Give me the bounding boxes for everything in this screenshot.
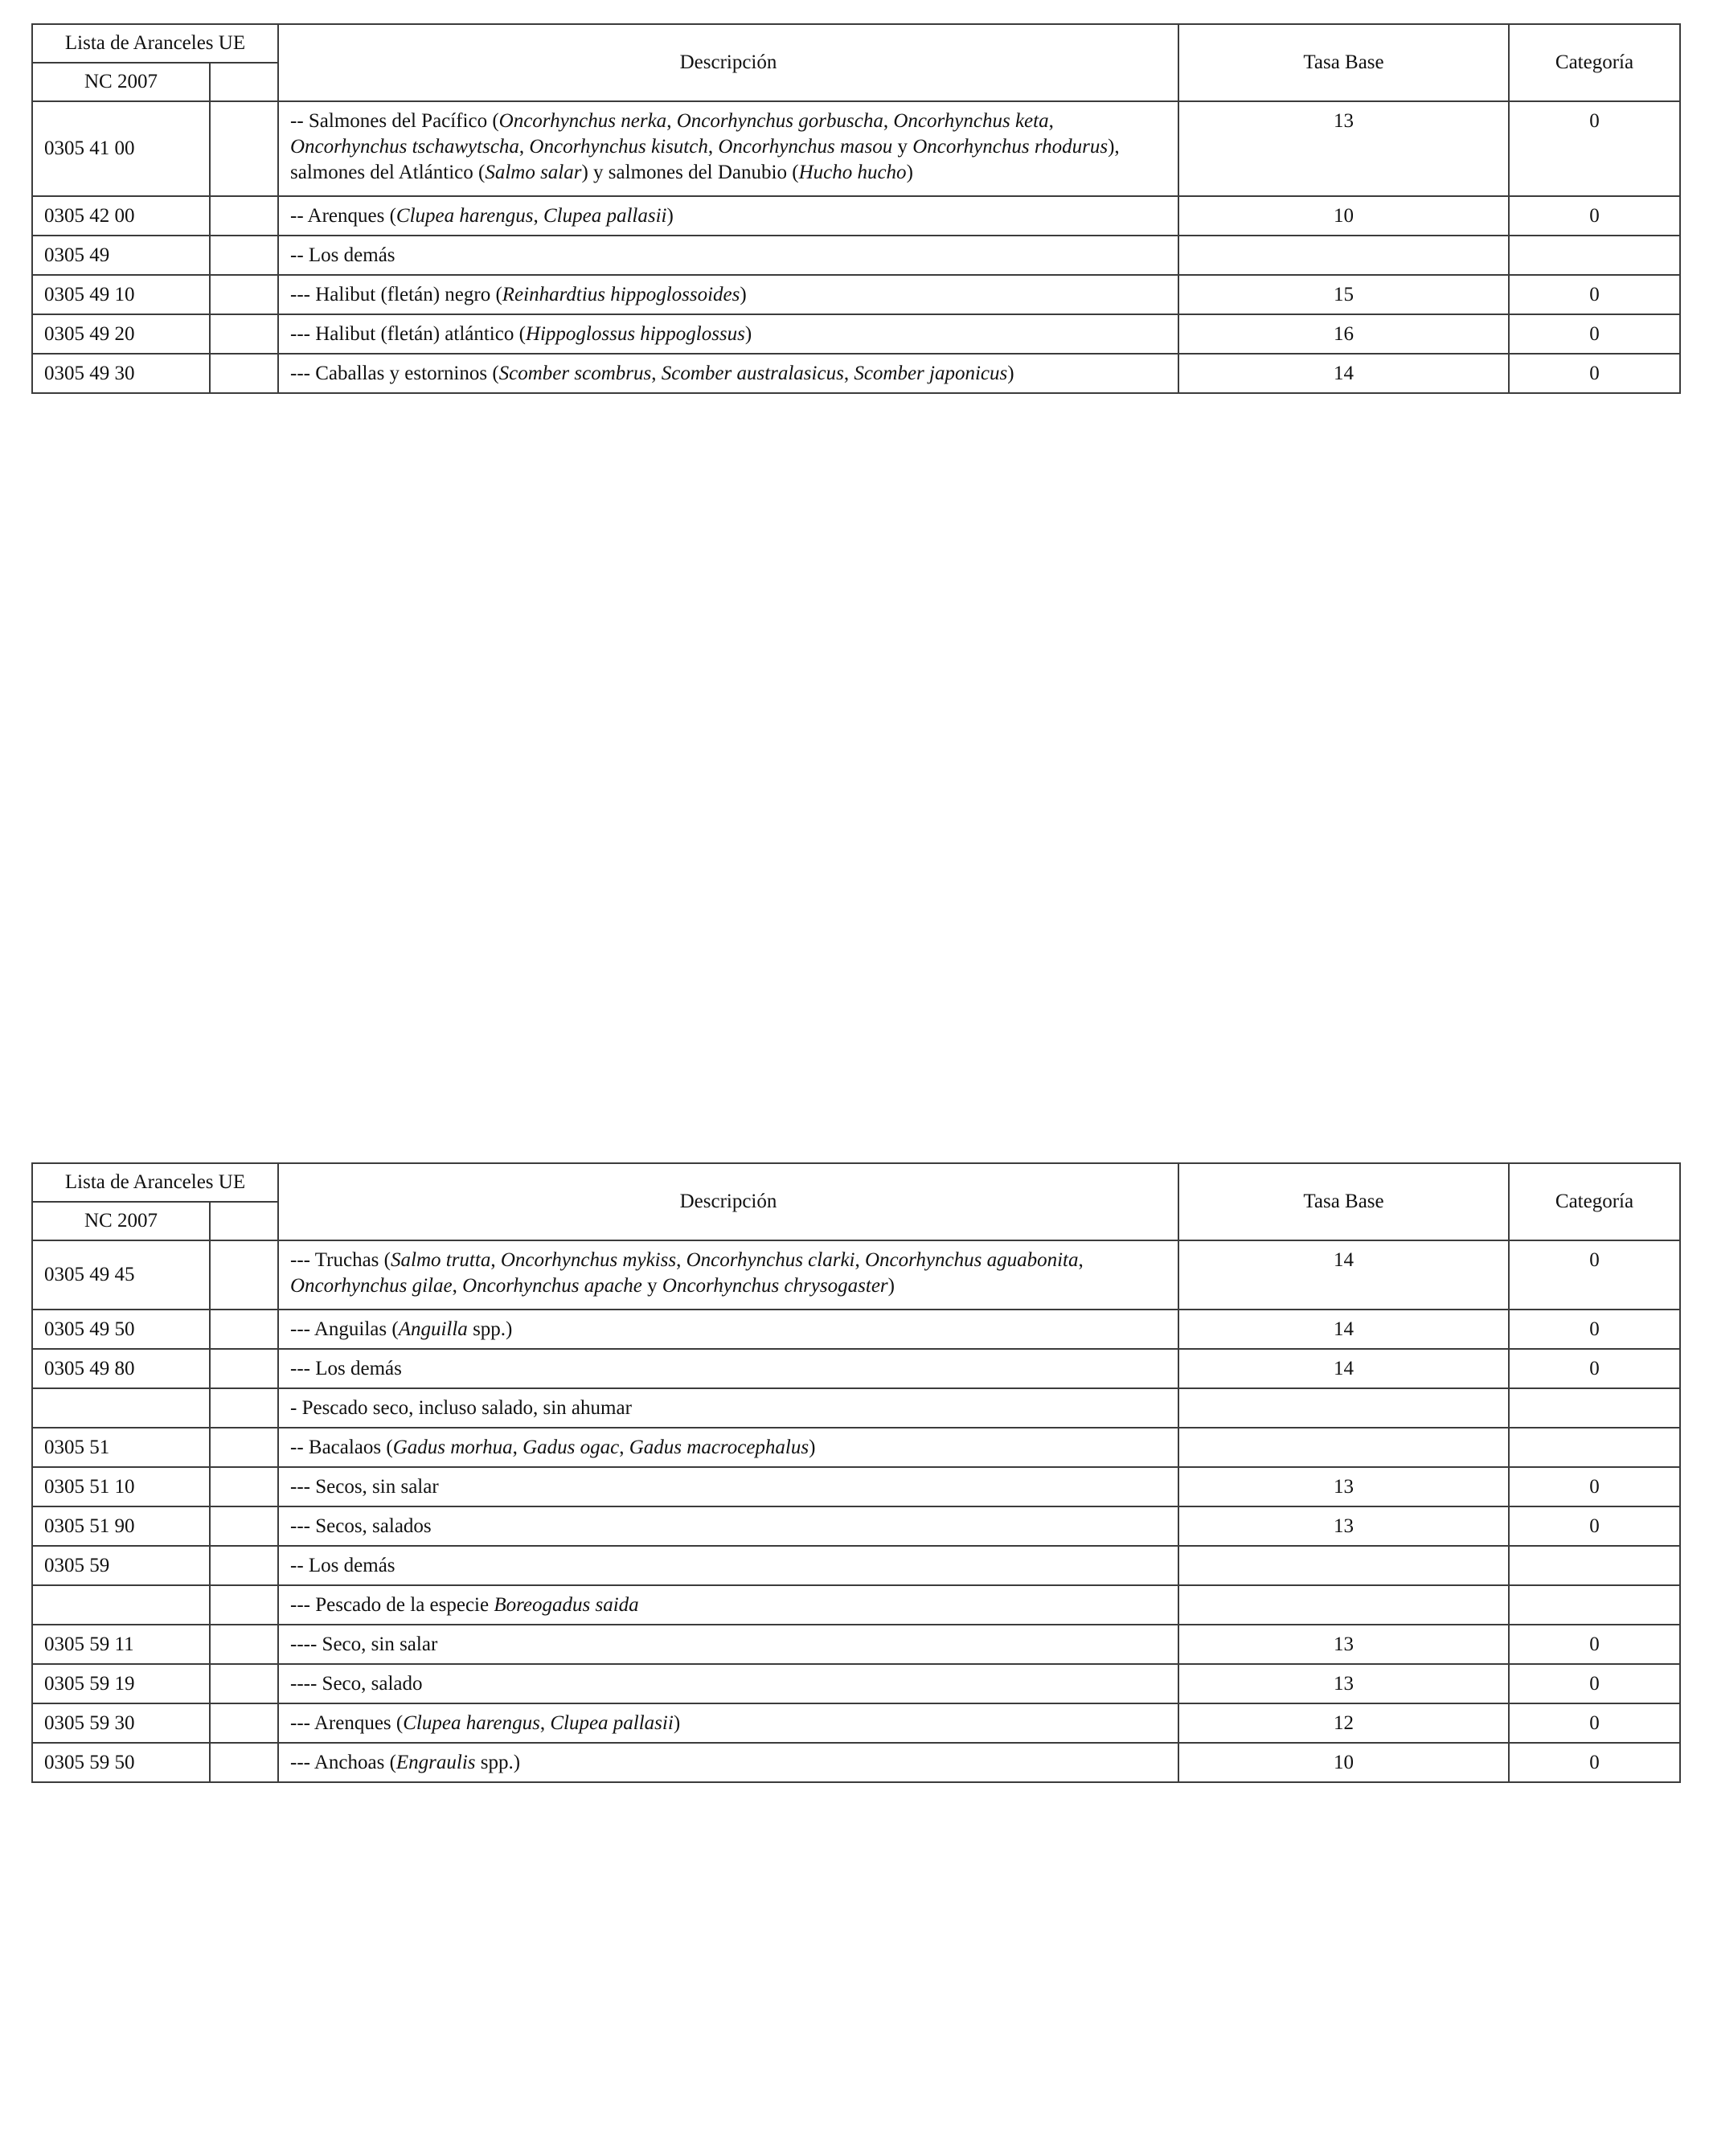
header-row: [32, 24, 1680, 63]
empty-cell: [210, 1625, 278, 1664]
tariff-code-cell: 0305 49 80: [32, 1349, 210, 1388]
description-text: --- Anguilas (: [290, 1318, 399, 1340]
header-tasa-base: Tasa Base: [1178, 1163, 1509, 1240]
description-cell: [278, 1467, 1178, 1506]
description-text: ---- Seco, sin salar: [290, 1633, 438, 1655]
tasa-base-cell: 15: [1178, 275, 1509, 314]
categoria-cell: 0: [1509, 196, 1680, 236]
tasa-base-cell: [1178, 1546, 1509, 1585]
description-text: -- Salmones del Pacífico (: [290, 110, 499, 132]
description-cell: [278, 1743, 1178, 1782]
table-row: [32, 101, 1680, 196]
table-row: [32, 275, 1680, 314]
empty-cell: [210, 275, 278, 314]
description-text: --- Pescado de la especie: [290, 1593, 494, 1616]
header-categoria: Categoría: [1509, 24, 1680, 101]
description-text: ): [740, 283, 747, 305]
table-row: [32, 1506, 1680, 1546]
tasa-base-cell: [1178, 1388, 1509, 1428]
categoria-cell: 0: [1509, 275, 1680, 314]
table-row: [32, 1743, 1680, 1782]
species-name: Oncorhynchus kisutch: [529, 136, 708, 158]
description-text: spp.): [475, 1751, 521, 1773]
table-row: [32, 196, 1680, 236]
table-row: [32, 1310, 1680, 1349]
tasa-base-cell: 14: [1178, 1310, 1509, 1349]
table-row: [32, 1585, 1680, 1625]
header-empty-cell: [210, 1202, 278, 1240]
table-2-body: [32, 1163, 1680, 1782]
header-descripcion: Descripción: [278, 1163, 1178, 1240]
species-name: Gadus macrocephalus: [629, 1436, 809, 1458]
description-text: -- Arenques (: [290, 204, 396, 227]
description-text: ,: [533, 204, 543, 227]
description-cell: [278, 1506, 1178, 1546]
empty-cell: [210, 1467, 278, 1506]
categoria-cell: 0: [1509, 1310, 1680, 1349]
tariff-table-2: [31, 1162, 1681, 1783]
description-cell: [278, 1240, 1178, 1310]
description-text: --- Truchas (: [290, 1249, 391, 1271]
species-name: Engraulis: [395, 1751, 476, 1773]
tariff-code-cell: 0305 49: [32, 236, 210, 275]
categoria-cell: 0: [1509, 354, 1680, 393]
categoria-cell: 0: [1509, 101, 1680, 196]
table-row: [32, 1546, 1680, 1585]
table-row: [32, 1703, 1680, 1743]
header-nc-2007: NC 2007: [32, 1202, 210, 1240]
species-name: Oncorhynchus aguabonita: [865, 1249, 1079, 1271]
species-name: Oncorhynchus masou: [718, 136, 893, 158]
description-cell: [278, 275, 1178, 314]
tasa-base-cell: 14: [1178, 1349, 1509, 1388]
description-text: ): [887, 1275, 895, 1297]
categoria-cell: [1509, 236, 1680, 275]
categoria-cell: [1509, 1585, 1680, 1625]
table-row: [32, 314, 1680, 354]
description-cell: [278, 1428, 1178, 1467]
description-text: --- Halibut (fletán) atlántico (: [290, 322, 526, 345]
categoria-cell: [1509, 1428, 1680, 1467]
description-text: ,: [666, 110, 677, 132]
table-row: [32, 1664, 1680, 1703]
empty-cell: [210, 1585, 278, 1625]
species-name: Reinhardtius hippoglossoides: [502, 283, 740, 305]
description-text: -- Los demás: [290, 1554, 395, 1576]
description-cell: [278, 196, 1178, 236]
tariff-code-cell: 0305 49 45: [32, 1240, 210, 1310]
tasa-base-cell: 14: [1178, 354, 1509, 393]
species-name: Oncorhynchus apache: [462, 1275, 642, 1297]
description-cell: [278, 1388, 1178, 1428]
tasa-base-cell: 10: [1178, 1743, 1509, 1782]
tariff-table-1: [31, 23, 1681, 394]
categoria-cell: [1509, 1388, 1680, 1428]
table-row: [32, 1428, 1680, 1467]
species-name: Oncorhynchus tschawytscha: [290, 136, 519, 158]
species-name: Hucho hucho: [798, 162, 907, 183]
empty-cell: [210, 1310, 278, 1349]
description-text: ): [673, 1711, 681, 1734]
description-text: ), salmones del Atlántico (: [290, 136, 1120, 183]
tasa-base-cell: 16: [1178, 314, 1509, 354]
species-name: Oncorhynchus mykiss: [500, 1249, 677, 1271]
tariff-code-cell: 0305 59 30: [32, 1703, 210, 1743]
categoria-cell: 0: [1509, 1467, 1680, 1506]
categoria-cell: 0: [1509, 1625, 1680, 1664]
description-cell: [278, 101, 1178, 196]
tariff-code-cell: 0305 59 11: [32, 1625, 210, 1664]
categoria-cell: 0: [1509, 1703, 1680, 1743]
description-cell: [278, 1625, 1178, 1664]
description-text: --- Anchoas (: [290, 1751, 396, 1773]
tariff-code-cell: 0305 42 00: [32, 196, 210, 236]
description-text: ) y salmones del Danubio (: [581, 162, 799, 183]
species-name: Boreogadus saida: [494, 1593, 639, 1616]
header-descripcion: Descripción: [278, 24, 1178, 101]
description-text: ---- Seco, salado: [290, 1672, 423, 1695]
species-name: Oncorhynchus nerka: [498, 110, 667, 132]
tasa-base-cell: 13: [1178, 1506, 1509, 1546]
species-name: Oncorhynchus gilae: [290, 1275, 453, 1297]
empty-cell: [210, 236, 278, 275]
tasa-base-cell: 13: [1178, 101, 1509, 196]
tasa-base-cell: 12: [1178, 1703, 1509, 1743]
description-cell: [278, 1349, 1178, 1388]
description-text: y: [641, 1275, 662, 1297]
empty-cell: [210, 1546, 278, 1585]
categoria-cell: 0: [1509, 1349, 1680, 1388]
tasa-base-cell: 13: [1178, 1467, 1509, 1506]
species-name: Clupea harengus: [403, 1711, 540, 1734]
table-row: [32, 1349, 1680, 1388]
description-text: -- Los demás: [290, 244, 395, 266]
header-row: [32, 1163, 1680, 1202]
description-text: ,: [1048, 110, 1054, 132]
species-name: Anguilla: [398, 1318, 468, 1340]
categoria-cell: 0: [1509, 1506, 1680, 1546]
description-text: - Pescado seco, incluso salado, sin ahumar: [290, 1396, 632, 1419]
tasa-base-cell: 13: [1178, 1664, 1509, 1703]
species-name: Salmo trutta: [391, 1249, 491, 1271]
empty-cell: [210, 101, 278, 196]
species-name: Oncorhynchus clarki: [686, 1249, 855, 1271]
table-row: [32, 1625, 1680, 1664]
description-cell: [278, 1703, 1178, 1743]
empty-cell: [210, 314, 278, 354]
species-name: Hippoglossus hippoglossus: [525, 322, 745, 345]
description-text: ,: [619, 1436, 629, 1458]
description-text: ,: [1078, 1249, 1084, 1271]
species-name: Oncorhynchus rhodurus: [912, 136, 1109, 158]
description-text: --- Secos, salados: [290, 1515, 432, 1537]
empty-cell: [210, 1240, 278, 1310]
description-text: ,: [883, 110, 894, 132]
description-text: ): [906, 162, 913, 183]
description-text: --- Halibut (fletán) negro (: [290, 283, 502, 305]
header-lista: Lista de Aranceles UE: [32, 1163, 278, 1202]
table-row: [32, 1388, 1680, 1428]
empty-cell: [210, 1428, 278, 1467]
tariff-code-cell: 0305 49 30: [32, 354, 210, 393]
empty-cell: [210, 1703, 278, 1743]
species-name: Scomber scombrus: [498, 362, 652, 384]
tasa-base-cell: [1178, 236, 1509, 275]
empty-cell: [210, 1349, 278, 1388]
description-text: ): [809, 1436, 816, 1458]
tariff-code-cell: [32, 1388, 210, 1428]
description-text: ,: [512, 1436, 523, 1458]
header-tasa-base: Tasa Base: [1178, 24, 1509, 101]
species-name: Salmo salar: [485, 162, 582, 183]
description-cell: [278, 1585, 1178, 1625]
description-text: ,: [539, 1711, 551, 1734]
description-text: ,: [452, 1275, 463, 1297]
description-text: ,: [843, 362, 854, 384]
tariff-code-cell: 0305 49 10: [32, 275, 210, 314]
categoria-cell: 0: [1509, 1743, 1680, 1782]
species-name: Oncorhynchus chrysogaster: [662, 1275, 888, 1297]
tasa-base-cell: [1178, 1585, 1509, 1625]
table-row: [32, 354, 1680, 393]
description-cell: [278, 314, 1178, 354]
table-row: [32, 1240, 1680, 1310]
description-cell: [278, 236, 1178, 275]
tariff-code-cell: 0305 51 90: [32, 1506, 210, 1546]
table-row: [32, 236, 1680, 275]
empty-cell: [210, 1664, 278, 1703]
species-name: Oncorhynchus gorbuscha: [676, 110, 883, 132]
species-name: Scomber australasicus: [661, 362, 844, 384]
categoria-cell: 0: [1509, 1664, 1680, 1703]
tariff-code-cell: 0305 49 50: [32, 1310, 210, 1349]
empty-cell: [210, 354, 278, 393]
description-text: --- Arenques (: [290, 1711, 404, 1734]
tariff-code-cell: 0305 49 20: [32, 314, 210, 354]
tasa-base-cell: 14: [1178, 1240, 1509, 1310]
species-name: Clupea harengus: [395, 204, 534, 227]
empty-cell: [210, 196, 278, 236]
categoria-cell: 0: [1509, 1240, 1680, 1310]
description-text: -- Bacalaos (: [290, 1436, 393, 1458]
description-text: ,: [854, 1249, 865, 1271]
header-lista: Lista de Aranceles UE: [32, 24, 278, 63]
tariff-code-cell: 0305 59 50: [32, 1743, 210, 1782]
tariff-code-cell: 0305 59: [32, 1546, 210, 1585]
species-name: Gadus morhua: [392, 1436, 513, 1458]
species-name: Clupea pallasii: [543, 204, 667, 227]
description-text: ,: [707, 136, 719, 158]
tariff-code-cell: 0305 59 19: [32, 1664, 210, 1703]
header-categoria: Categoría: [1509, 1163, 1680, 1240]
tariff-code-cell: [32, 1585, 210, 1625]
description-text: --- Caballas y estorninos (: [290, 362, 499, 384]
species-name: Gadus ogac: [523, 1436, 620, 1458]
tariff-code-cell: 0305 51: [32, 1428, 210, 1467]
description-text: ): [1007, 362, 1014, 384]
description-text: --- Los demás: [290, 1357, 402, 1379]
tasa-base-cell: 10: [1178, 196, 1509, 236]
tariff-code-cell: 0305 41 00: [32, 101, 210, 196]
categoria-cell: [1509, 1546, 1680, 1585]
description-text: ): [666, 204, 674, 227]
header-nc-2007: NC 2007: [32, 63, 210, 101]
description-text: y: [892, 136, 913, 158]
description-text: --- Secos, sin salar: [290, 1475, 439, 1498]
description-cell: [278, 354, 1178, 393]
table-1-body: [32, 24, 1680, 393]
description-cell: [278, 1664, 1178, 1703]
empty-cell: [210, 1506, 278, 1546]
species-name: Oncorhynchus keta: [893, 110, 1049, 132]
description-text: ): [744, 322, 752, 345]
tasa-base-cell: [1178, 1428, 1509, 1467]
tariff-code-cell: 0305 51 10: [32, 1467, 210, 1506]
description-cell: [278, 1546, 1178, 1585]
description-text: ,: [518, 136, 530, 158]
description-text: ,: [651, 362, 662, 384]
table-row: [32, 1467, 1680, 1506]
species-name: Clupea pallasii: [550, 1711, 674, 1734]
header-empty-cell: [210, 63, 278, 101]
empty-cell: [210, 1743, 278, 1782]
empty-cell: [210, 1388, 278, 1428]
description-text: ,: [490, 1249, 501, 1271]
description-text: ,: [676, 1249, 686, 1271]
species-name: Scomber japonicus: [854, 362, 1008, 384]
tasa-base-cell: 13: [1178, 1625, 1509, 1664]
categoria-cell: 0: [1509, 314, 1680, 354]
description-cell: [278, 1310, 1178, 1349]
description-text: spp.): [467, 1318, 513, 1340]
